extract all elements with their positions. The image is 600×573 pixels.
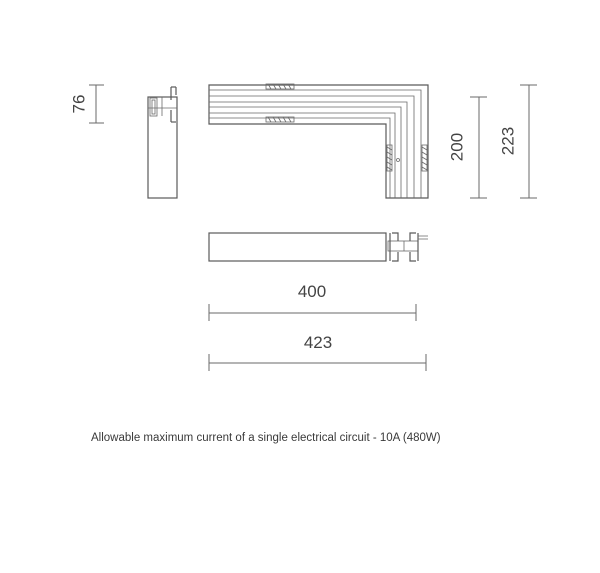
inner-length-dimension-label: 400: [297, 282, 327, 301]
corner-plan-view: [209, 84, 428, 198]
outer-length-dimension: [209, 333, 426, 371]
inner-leg-dimension: [447, 97, 487, 198]
height-dimension-label: 76: [69, 94, 89, 114]
outer-length-dimension-label: 423: [303, 333, 333, 352]
electrical-caption: Allowable maximum current of a single electrical circuit - 10A (480W): [91, 432, 441, 444]
outer-leg-dimension: [498, 85, 537, 198]
inner-leg-dimension-label: 200: [447, 132, 467, 162]
outer-leg-dimension-label: 223: [498, 126, 518, 156]
side-profile-view: [148, 87, 177, 198]
height-dimension: [69, 85, 104, 123]
inner-length-dimension: [209, 282, 416, 321]
front-elevation-view: [209, 233, 428, 261]
